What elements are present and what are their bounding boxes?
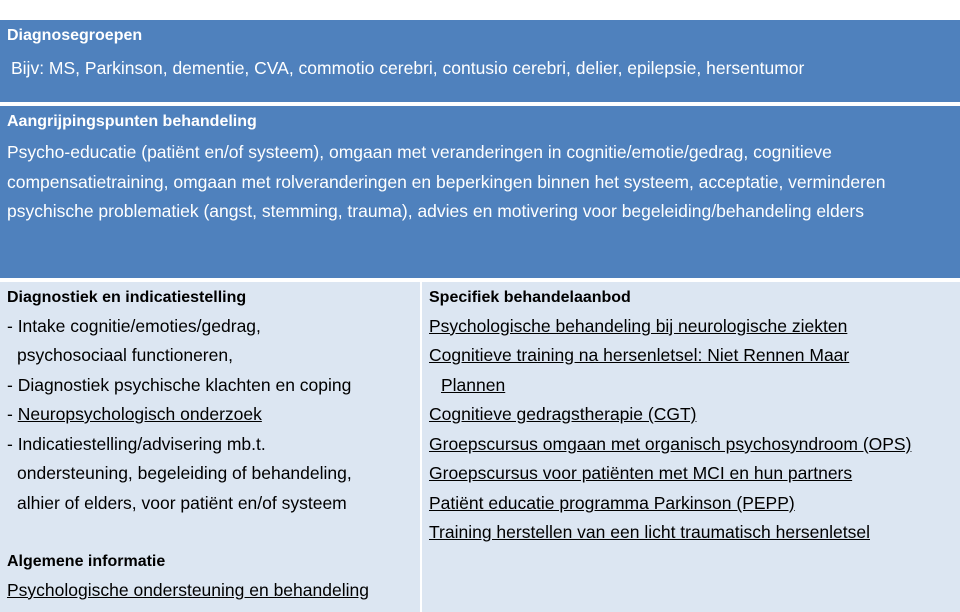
aangrijpingspunten-row: [0, 106, 960, 280]
list-item: ondersteuning, begeleiding of behandeling,: [17, 463, 352, 483]
list-item: alhier of elders, voor patiënt en/of systeem: [17, 493, 347, 513]
aangrijpingspunten-text: Psycho-educatie (patiënt en/of systeem), omgaan met veranderingen in cognitie/emotie/gedrag, cognitieve compensatietraining, omgaan met rolveranderingen en beperkingen binnen het systeem, acceptatie, verminderen psychische problematiek (angst, stemming, trauma), advies en motivering voor begeleiding/behandeling elders: [7, 142, 886, 221]
diagnosegroepen-row: [0, 20, 960, 104]
diagnosegroepen-heading: Diagnosegroepen: [7, 27, 143, 44]
niet-rennen-maar-plannen-link-cont[interactable]: Plannen: [441, 375, 506, 395]
list-item: [7, 400, 262, 430]
behandeling-neurologische-ziekten-link[interactable]: Psychologische behandeling bij neurologische ziekten: [429, 316, 848, 336]
mci-groepscursus-link[interactable]: Groepscursus voor patiënten met MCI en hun partners: [429, 463, 853, 483]
ops-groepscursus-link[interactable]: Groepscursus omgaan met organisch psychosyndroom (OPS): [429, 434, 912, 454]
psychologische-ondersteuning-link[interactable]: Psychologische ondersteuning en behandeling: [7, 580, 369, 600]
pepp-link[interactable]: Patiënt educatie programma Parkinson (PEPP): [429, 493, 795, 513]
diagnostiek-cell: [0, 282, 420, 612]
cgt-link[interactable]: Cognitieve gedragstherapie (CGT): [429, 404, 697, 424]
diagnostiek-heading: Diagnostiek en indicatiestelling: [7, 289, 247, 306]
list-item: - Indicatiestelling/advisering mb.t.: [7, 434, 266, 454]
behandelaanbod-heading: Specifiek behandelaanbod: [429, 289, 631, 306]
aangrijpingspunten-heading: Aangrijpingspunten behandeling: [7, 113, 257, 130]
diagnosegroepen-text: Bijv: MS, Parkinson, dementie, CVA, commotio cerebri, contusio cerebri, delier, epilepsie, hersentumor: [11, 58, 805, 78]
behandelaanbod-cell: [422, 282, 960, 612]
hersenletsel-training-link[interactable]: Training herstellen van een licht traumatisch hersenletsel: [429, 522, 870, 542]
list-item: - Intake cognitie/emoties/gedrag,: [7, 316, 261, 336]
list-item: psychosociaal functioneren,: [17, 345, 233, 365]
list-bullet: -: [7, 404, 18, 424]
list-item: - Diagnostiek psychische klachten en coping: [7, 375, 352, 395]
neuropsychologisch-onderzoek-link[interactable]: Neuropsychologisch onderzoek: [17, 404, 262, 424]
niet-rennen-maar-plannen-link[interactable]: Cognitieve training na hersenletsel: Niet Rennen Maar: [429, 345, 850, 365]
algemene-informatie-heading: Algemene informatie: [7, 553, 166, 570]
